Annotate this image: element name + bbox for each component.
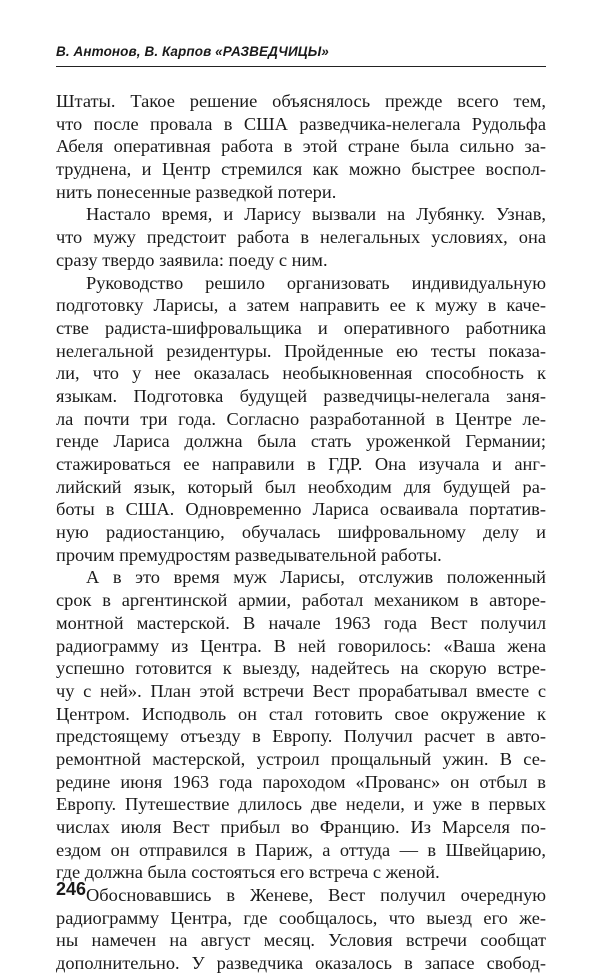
paragraph: [56, 272, 546, 567]
text-line: Абеля оперативная работа в этой стране была сильно за-: [56, 136, 546, 157]
text-line: предстоящему отъезду в Европу. Получил расчет в авто-: [56, 726, 546, 747]
text-line: генде Лариса должна была стать уроженкой Германии;: [56, 431, 546, 452]
text-line: боты в США. Одновременно Лариса осваивала портатив-: [56, 499, 546, 520]
body-text: [56, 90, 546, 975]
text-line: ны намечен на август месяц. Условия встречи сообщат: [56, 930, 546, 951]
paragraph: [56, 566, 546, 884]
text-line: лийский язык, который был необходим для будущей ра-: [56, 476, 546, 497]
text-line: ла почти три года. Согласно разработанной в Центре ле-: [56, 408, 546, 429]
text-line: стве радиста-шифровальщика и оперативного работника: [56, 317, 546, 338]
text-line: чу с ней». План этой встречи Вест прорабатывал вместе с: [56, 680, 546, 701]
text-line: труднена, и Центр стремился как можно быстрее воспол-: [56, 159, 546, 180]
text-line: Штаты. Такое решение объяснялось прежде всего тем,: [56, 91, 546, 111]
text-line: Европу. Путешествие длилось две недели, и уже в первых: [56, 794, 546, 815]
text-line: редине июня 1963 года пароходом «Прованс» он отбыл в: [56, 771, 546, 792]
text-line: успешно готовится к выезду, надейтесь на скорую встре-: [56, 658, 546, 679]
text-line: Настало время, и Ларису вызвали на Лубянку. Узнав,: [86, 204, 546, 225]
text-line: нить понесенные разведкой потери.: [56, 181, 337, 202]
text-line: ездом он отправился в Париж, а оттуда — в Швейцарию,: [56, 839, 546, 860]
text-line: Руководство решило организовать индивидуальную: [86, 272, 546, 293]
text-line: монтной мастерской. В начале 1963 года Вест получил: [56, 612, 546, 633]
text-line: ремонтной мастерской, устроил прощальный ужин. В се-: [56, 748, 546, 769]
header-rule: [56, 66, 546, 67]
text-line: что после провала в США разведчика-нелегала Рудольфа: [56, 113, 546, 134]
text-line: ли, что у нее оказалась необыкновенная способность к: [56, 363, 546, 384]
text-line: языкам. Подготовка будущей разведчицы-нелегала заня-: [56, 385, 546, 406]
text-line: срок в аргентинской армии, работал механиком в авторе-: [56, 590, 546, 611]
paragraph: [56, 203, 546, 271]
text-line: числах июля Вест прибыл во Францию. Из Марселя по-: [56, 817, 546, 837]
text-line: прочим премудростям разведывательной работы.: [56, 544, 442, 565]
text-line: Обосновавшись в Женеве, Вест получил очередную: [86, 885, 546, 906]
page-number: 246: [56, 879, 87, 899]
text-line: дополнительно. У разведчика оказалось в запасе свобод-: [56, 953, 546, 974]
text-line: нелегальной резидентуры. Пройденные ею тесты показа-: [56, 340, 546, 361]
text-line: Центром. Исподволь он стал готовить свое окружение к: [56, 703, 546, 724]
text-line: радиограмму Центра, где сообщалось, что выезд его же-: [56, 907, 546, 928]
text-line: где должна была состояться его встреча с женой.: [56, 862, 440, 883]
text-line: радиограмму из Центра. В ней говорилось: «Ваша жена: [56, 635, 546, 656]
text-line: подготовку Ларисы, а затем направить ее к мужу в каче-: [56, 295, 546, 316]
paragraph: [56, 884, 546, 975]
running-head: В. Антонов, В. Карпов «РАЗВЕДЧИЦЫ»: [56, 44, 329, 59]
text-line: что мужу предстоит работа в нелегальных условиях, она: [56, 227, 546, 248]
paragraph: [56, 90, 546, 203]
text-line: А в это время муж Ларисы, отслужив положенный: [86, 567, 546, 588]
text-line: ную радиостанцию, обучалась шифровальному делу и: [56, 522, 546, 543]
text-line: стажироваться ее направили в ГДР. Она изучала и анг-: [56, 454, 546, 474]
text-line: сразу твердо заявила: поеду с ним.: [56, 249, 328, 270]
